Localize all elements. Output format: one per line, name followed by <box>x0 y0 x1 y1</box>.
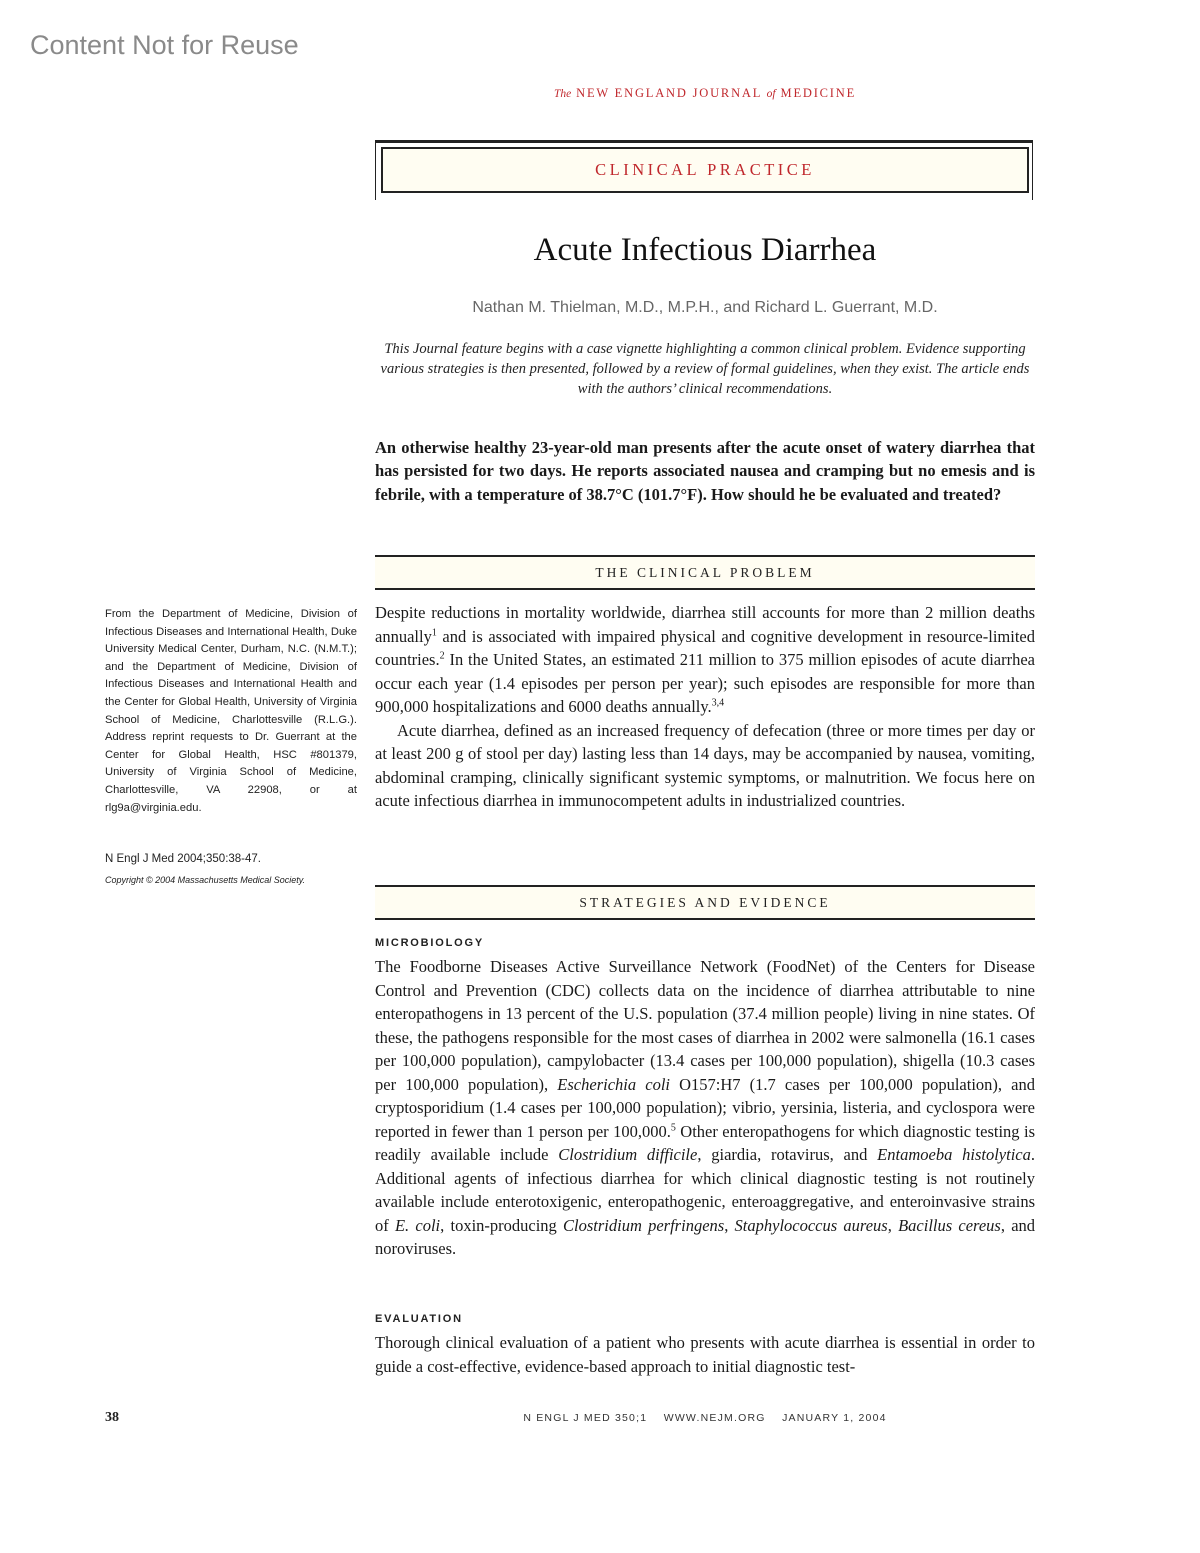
text-run: In the United States, an estimated 211 million to 375 million episodes of acute diarrhea occur each year (1.4 episodes per person per year); such episodes are responsible for more than 900,000 hospitalizations and 6000 deaths annually. <box>375 650 1035 716</box>
paragraph: Thorough clinical evaluation of a patient who presents with acute diarrhea is essential in order to guide a cost-effective, evidence-based approach to initial diagnostic test- <box>375 1333 1035 1376</box>
author-affiliations: From the Department of Medicine, Division of Infectious Diseases and International Health, Duke University Medical Center, Durham, N.C. (N.M.T.); and the Department of Medicine, Division of Infectious Diseases and International Health and the Center for Global Health, University of Virginia School of Medicine, Charlottesville (R.L.G.). Address reprint requests to Dr. Guerrant at the Center for Global Health, HSC #801379, University of Virginia School of Medicine, Charlottesville, VA 22908, or at rlg9a@virginia.edu. <box>105 608 357 814</box>
text-run: O157:H7 (1.7 cases per 100,000 population), and cryptosporidium (1.4 cases per 100,000 population); vibrio, yersinia, listeria, and cyclospora were reported in fewer than 1 person per 100,000. <box>375 1074 1035 1141</box>
text-run: The Foodborne Diseases Active Surveillance Network (FoodNet) of the Centers for Disease Control and Prevention (CDC) collects data on the incidence of diarrhea attributable to nine enteropathogens in 13 percent of the U.S. population (37.4 million people) living in nine states. Of these, the pathogens responsible for the most cases of diarrhea in 2002 were salmonella (16.1 cases per 100,000 population), campylobacter (13.4 cases per 100,000 population), shigella (10.3 cases per 100,000 population), <box>375 957 1035 1094</box>
section-heading-text: STRATEGIES AND EVIDENCE <box>579 894 831 910</box>
citation: N Engl J Med 2004;350:38-47. <box>105 853 261 865</box>
section-heading-text: THE CLINICAL PROBLEM <box>595 564 815 580</box>
text-run: and is associated with impaired physical and cognitive development in resource-limited countries. <box>375 626 1035 669</box>
case-vignette: An otherwise healthy 23-year-old man presents after the acute onset of watery diarrhea that has persisted for two days. He reports associated nausea and cramping but no emesis and is febrile, with a temperature of 38.7°C (101.7°F). How should he be evaluated and treated? <box>375 438 1035 504</box>
running-head-the: The <box>553 88 572 100</box>
section-banner <box>381 147 1029 193</box>
species-name: Clostridium perfringens <box>563 1215 725 1235</box>
species-name: Staphylococcus aureus <box>734 1215 888 1235</box>
species-name: E. coli <box>394 1215 441 1235</box>
paragraph: Acute diarrhea, defined as an increased frequency of defecation (three or more times per day or at least 200 g of stool per day) lasting less than 14 days, may be accompanied by nausea, vomiting, abdominal cramping, clinically significant systemic symptoms, or malnutrition. We focus here on acute infectious diarrhea in immunocompetent adults in industrialized countries. <box>375 720 1035 810</box>
footer-line: N ENGL J MED 350;1 WWW.NEJM.ORG JANUARY 1, 2004 <box>523 1412 887 1424</box>
reference-marker: 5 <box>670 1122 676 1133</box>
journal-running-head <box>375 86 1035 101</box>
running-head-main: NEW ENGLAND JOURNAL <box>576 86 762 100</box>
text-run: Other enteropathogens for which diagnostic testing is readily available include <box>375 1121 1035 1164</box>
intro-note: This Journal feature begins with a case vignette highlighting a common clinical problem. Evidence supporting various strategies is then presented, followed by a review of formal guidelines, when they exist. The article ends with the authors’ clinical recommendations. <box>380 341 1030 397</box>
article-title: Acute Infectious Diarrhea <box>533 232 877 268</box>
species-name: Entamoeba histolytica <box>877 1145 1031 1164</box>
copyright: Copyright © 2004 Massachusetts Medical Society. <box>105 875 306 885</box>
running-head-end: MEDICINE <box>780 86 857 100</box>
paragraph <box>375 955 1035 1261</box>
watermark: Content Not for Reuse <box>30 30 299 60</box>
section-heading-strategies <box>375 885 1035 920</box>
authors: Nathan M. Thielman, M.D., M.P.H., and Richard L. Guerrant, M.D. <box>472 299 938 316</box>
clinical-problem-text <box>375 601 1035 813</box>
running-head-of: of <box>766 88 776 100</box>
microbiology-text <box>375 955 1035 1261</box>
subheading-evaluation: EVALUATION <box>375 1313 463 1325</box>
reference-marker: 2 <box>439 650 445 662</box>
section-heading-clinical-problem <box>375 555 1035 590</box>
page-number: 38 <box>105 1410 119 1425</box>
text-run: , <box>724 1215 735 1235</box>
text-run: , toxin-producing <box>440 1215 564 1235</box>
text-run: Despite reductions in mortality worldwide, diarrhea still accounts for more than 2 million deaths annually <box>375 603 1035 646</box>
species-name: Bacillus cereus <box>898 1215 1001 1235</box>
text-run: , <box>887 1215 899 1235</box>
paragraph <box>375 601 1035 719</box>
species-name: Escherichia coli <box>557 1074 670 1094</box>
reference-marker: 1 <box>431 627 437 638</box>
evaluation-text <box>375 1331 1035 1378</box>
species-name: Clostridium difficile <box>558 1145 698 1164</box>
reference-marker: 3,4 <box>711 697 725 709</box>
section-label: CLINICAL PRACTICE <box>595 160 815 179</box>
text-run: , and noroviruses. <box>375 1215 1036 1258</box>
text-run: . Additional agents of infectious diarrhea for which clinical diagnostic testing is not routinely available include enterotoxigenic, enteropathogenic, enteroaggregative, and enteroinvasive strains of <box>375 1145 1035 1235</box>
subheading-microbiology: MICROBIOLOGY <box>375 937 484 949</box>
text-run: , giardia, rotavirus, and <box>697 1145 878 1164</box>
